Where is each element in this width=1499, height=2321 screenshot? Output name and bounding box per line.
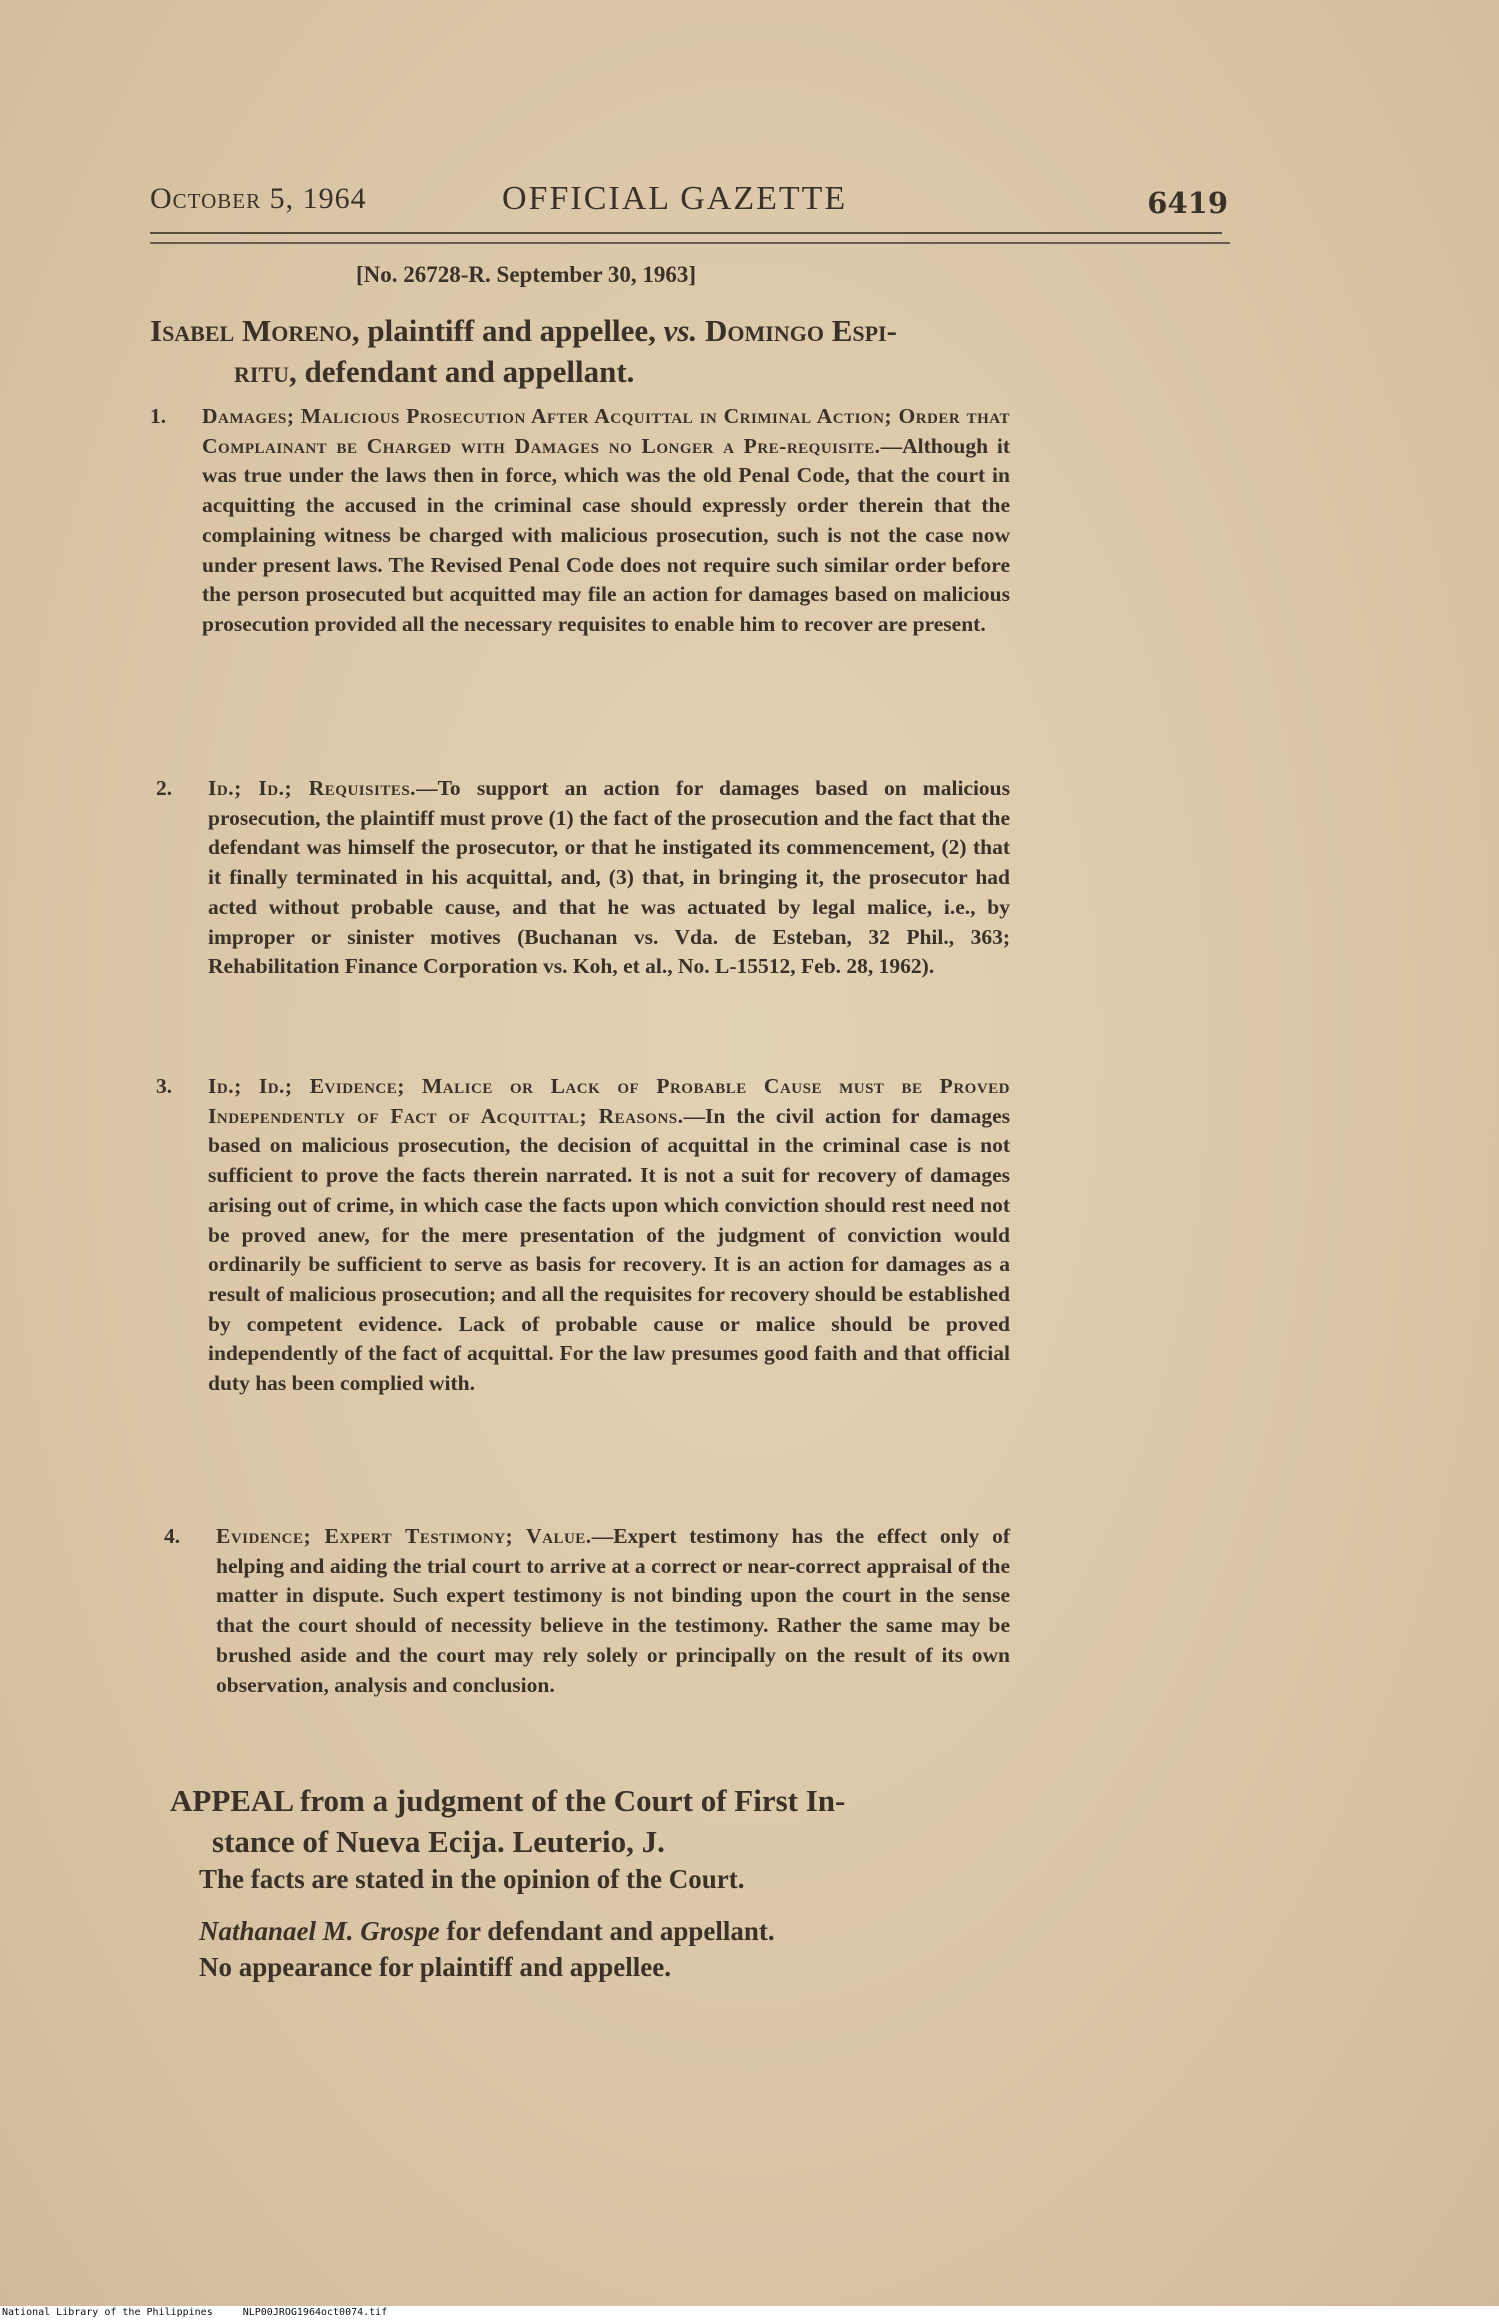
syllabus-heading: Damages; Malicious Prosecution After Acquittal in Criminal Action; Order that Complainant be Charged with Damages no Longer a Pre-requisite. (202, 404, 1010, 458)
appeal-statement (170, 1780, 1010, 1862)
facts-statement: The facts are stated in the opinion of the Court. (199, 1864, 745, 1894)
syllabus-heading: Evidence; Expert Testimony; Value. (216, 1524, 592, 1548)
syllabus-item (164, 1522, 1010, 1700)
syllabus-number: 1. (150, 404, 167, 428)
syllabus-heading: Id.; Id.; Evidence; Malice or Lack of Probable Cause must be Proved Independently of Fact of Acquittal; Reasons. (208, 1074, 1010, 1128)
parties-mid: , plaintiff and appellee, (351, 313, 656, 348)
counsel-name: Nathanael M. Grospe (199, 1916, 440, 1946)
header-date: October 5, 1964 (150, 182, 367, 215)
syllabus-text: —In the civil action for damages based on malicious prosecution, the decision of acquittal in the criminal case is not sufficient to prove the facts therein narrated. It is not a suit for recovery of damages arising out of crime, in which case the facts upon which conviction should rest need not be proved anew, for the mere presentation of the judgment of conviction would ordinarily be sufficient to serve as basis for recovery. It is an action for damages as a result of malicious prosecution; and all the requisites for recovery should be established by competent evidence. Lack of probable cause or malice should be proved independently of the fact of acquittal. For the law presumes good faith and that official duty has been complied with. (208, 1103, 1011, 1396)
footer-library: National Library of the Philippines (2, 2307, 213, 2318)
appeal-line-1: APPEAL from a judgment of the Court of First In- (170, 1783, 846, 1818)
syllabus-item (156, 1072, 1010, 1399)
syllabus-item (150, 402, 1010, 640)
defendant-name-1: Domingo Espi- (705, 313, 897, 348)
counsel-role: for defendant and appellant. (439, 1916, 775, 1946)
syllabus-heading: Id.; Id.; Requisites. (208, 776, 417, 800)
header-rule-lower (150, 242, 1230, 244)
case-number: [No. 26728-R. September 30, 1963] (356, 262, 697, 287)
header-publication: OFFICIAL GAZETTE (502, 180, 848, 217)
syllabus-text: —To support an action for damages based on malicious prosecution, the plaintiff must prove (1) the fact of the prosecution and the fact that the defendant was himself the prosecutor, or that he instigated its commencement, (2) that it finally terminated in his acquittal, and, (3) that, in bringing it, the prosecutor had acted without probable cause, and that he was actuated by legal malice, i.e., by improper or sinister motives (Buchanan vs. Vda. de Esteban, 32 Phil., 363; Rehabilitation Finance Corporation vs. Koh, et al., No. L-15512, Feb. 28, 1962). (208, 776, 1011, 979)
defendant-counsel (199, 1916, 775, 1947)
scan-footer (2, 2307, 387, 2318)
plaintiff-counsel: No appearance for plaintiff and appellee. (199, 1952, 671, 1982)
syllabus-number: 3. (156, 1074, 173, 1098)
parties-end: , defendant and appellant. (289, 354, 635, 389)
syllabus-number: 2. (156, 776, 173, 800)
page-header (150, 182, 1228, 222)
appeal-line-2: stance of Nueva Ecija. Leuterio, J. (212, 1824, 665, 1859)
syllabus-number: 4. (164, 1524, 181, 1548)
case-parties (150, 310, 1030, 392)
syllabus-text: —Expert testimony has the effect only of helping and aiding the trial court to arrive at a correct or near-correct appraisal of the matter in dispute. Such expert testimony is not binding upon the court in the sense that the court should of necessity believe in the testimony. Rather the same may be brushed aside and the court may rely solely or principally on the result of its own observation, analysis and conclusion. (216, 1524, 1010, 1697)
versus: vs. (663, 313, 698, 348)
plaintiff-name: Isabel Moreno (150, 313, 352, 348)
header-rule (150, 232, 1222, 234)
syllabus-item (156, 774, 1010, 982)
footer-filename: NLP00JROG1964oct0074.tif (242, 2307, 388, 2318)
syllabus-text: —Although it was true under the laws then in force, which was the old Penal Code, that the court in acquitting the accused in the criminal case should expressly order therein that the complaining witness be charged with malicious prosecution, such is not the case now under present laws. The Revised Penal Code does not require such similar order before the person prosecuted but acquitted may file an action for damages based on malicious prosecution provided all the necessary requisites to enable him to recover are present. (202, 433, 1010, 636)
page-number: 6419 (1147, 186, 1228, 220)
defendant-name-2: ritu (234, 354, 290, 389)
